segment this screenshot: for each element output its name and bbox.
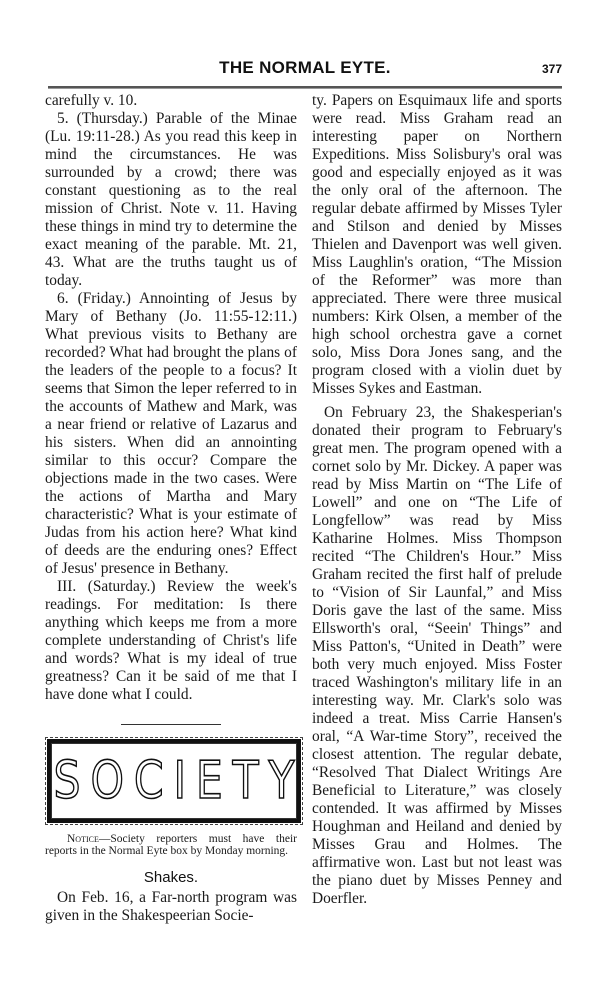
paragraph-thursday: 5. (Thursday.) Parable of the Minae (Lu. 19:11-28.) As you read this keep in mind the circumstances. He was surrounded by a crowd; there was constant questioning as to the real mission of Christ. Note v. 11. Having these things in mind try to determine the exact meaning of the parable. Mt. 21, 43. What are the truths taught us of today. bbox=[45, 110, 297, 289]
society-banner bbox=[47, 739, 305, 823]
paragraph-feb23-report: On February 23, the Shakesperian's donated their program to February's great men. The program opened with a cornet solo by Mr. Dickey. A paper was read by Miss Martin on “The Life of Lowell” and one on “The Life of Longfellow” was read by Miss Katharine Holmes. Miss Thompson recited “The Children's Hour.” Miss Graham recited the first half of prelude to “Vision of Sir Launfal,” and Miss Doris gave the last of the same. Miss Ellsworth's oral, “Seein' Things” and Miss Patton's, “United in Death” were both very much enjoyed. Miss Foster traced Washington's military life in an interesting way. Mr. Clark's solo was indeed a treat. Miss Carrie Hansen's oral, “A War-time Story”, received the closest attention. The regular debate, “Resolved That Dialect Writings Are Beneficial to Literature,” was closely contended. It was affirmed by Misses Houghman and Heiland and denied by Misses Grau and Holmes. The affirmative won. Last but not least was the piano duet by Misses Penney and Doerfler. bbox=[312, 404, 562, 907]
right-column bbox=[312, 92, 562, 908]
society-notice bbox=[45, 833, 297, 857]
paragraph-shakes-intro: On Feb. 16, a Far-north program was given in the Shakespeerian Socie- bbox=[45, 889, 297, 924]
left-column bbox=[45, 92, 305, 925]
shakes-heading: Shakes. bbox=[143, 869, 199, 886]
paragraph-saturday: III. (Saturday.) Review the week's readings. For meditation: Is there anything which keeps me from a more complete understanding of Christ's life and words? What is my ideal of true greatness? Can it be said of me that I have done what I could. bbox=[45, 578, 297, 703]
paragraph-friday: 6. (Friday.) Annointing of Jesus by Mary of Bethany (Jo. 11:55-12:11.) What previous visits to Bethany are recorded? What had brought the plans of the leaders of the people to a focus? It seems that Simon the leper referred to in the accounts of Mathew and Mark, was a near friend or relative of Lazarus and his sisters. When did an annointing similar to this occur? Compare the objections made in the two cases. Were the actions of Martha and Mary characteristic? What is your estimate of Judas from his action here? What kind of deeds are the enduring ones? Effect of Jesus' presence in Bethany. bbox=[45, 290, 297, 577]
page-number: 377 bbox=[541, 62, 562, 76]
running-head bbox=[48, 58, 562, 82]
section-divider bbox=[121, 724, 221, 725]
publication-title: THE NORMAL EYTE. bbox=[219, 58, 391, 77]
notice-lead: Notice bbox=[67, 833, 99, 845]
header-rule bbox=[48, 86, 562, 89]
paragraph-continuation: carefully v. 10. bbox=[45, 92, 138, 109]
paragraph-feb16-report: ty. Papers on Esquimaux life and sports were read. Miss Graham read an interesting paper on Northern Expeditions. Miss Solisbury's oral was good and especially enjoyed as it was the only oral of the afternoon. The regular debate affirmed by Misses Tyler and Stilson and denied by Misses Thielen and Davenport was well given. Miss Laughlin's oration, “The Mission of the Reformer” was more than appreciated. There were three musical numbers: Kirk Olsen, a member of the high school orchestra gave a cornet solo, Miss Dora Jones sang, and the program closed with a violin duet by Misses Sykes and Eastman. bbox=[312, 92, 562, 397]
society-banner-title: SOCIETY bbox=[53, 751, 305, 811]
notice-text: —Society reporters must have their reports in the Normal Eyte box by Monday morning. bbox=[45, 833, 297, 857]
